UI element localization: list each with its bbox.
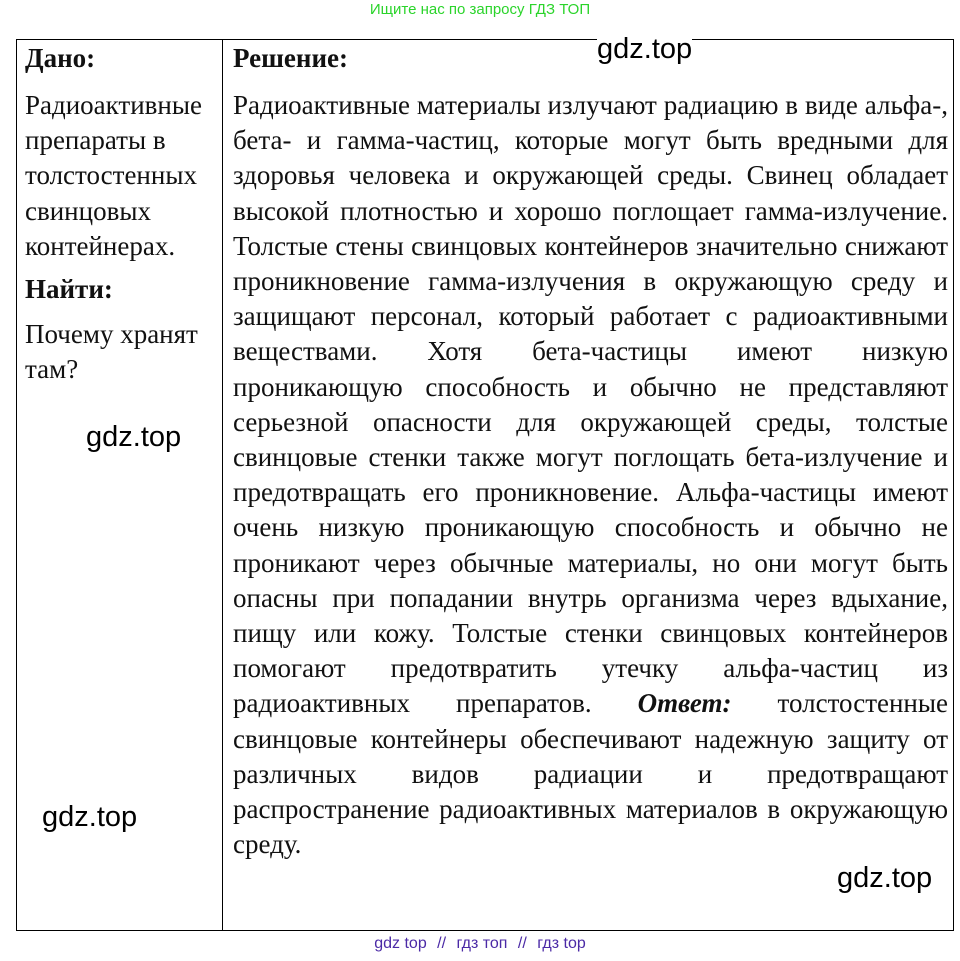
solution-text: Радиоактивные материалы излучают радиацию в виде альфа-, бета- и гамма-частиц, которые могут быть вредными для здоровья человека и окружающей среды. Свинец обладает высокой плотностью и хорошо поглощает гамма-излучение. Толстые стены свинцовых контейнеров значительно снижают проникновение гамма-излучения в окружающую среду и защищают персонал, который работает с радиоактивными веществами. Хотя бета-частицы имеют низкую проникающую способность и обычно не представляют серьезной опасности для окружающей среды, толстые свинцовые стенки также могут поглощать бета-излучение и предотвращать его проникновение. Альфа-частицы имеют очень низкую проникающую способность и обычно не проникают через обычные материалы, но они могут быть опасны при попадании внутрь организма через вдыхание, пищу или кожу. Толстые стенки свинцовых контейнеров помогают предотвратить утечку альфа-частиц из радиоактивных препаратов.	[233, 90, 948, 719]
watermark: gdz.top	[597, 33, 693, 65]
solution-column	[233, 41, 948, 862]
given-column	[25, 41, 217, 387]
find-text: Почему хранят там?	[25, 319, 198, 385]
solution-paragraph	[233, 88, 948, 862]
footer-item: гдз топ	[456, 935, 508, 952]
find-heading: Найти:	[25, 274, 113, 305]
column-divider	[222, 39, 223, 931]
solution-heading: Решение:	[233, 43, 348, 73]
footer-separator: //	[437, 935, 447, 952]
footer-item: gdz top	[374, 935, 427, 952]
watermark: gdz.top	[86, 421, 182, 453]
given-heading: Дано:	[25, 43, 96, 73]
watermark: gdz.top	[42, 801, 138, 833]
footer	[0, 935, 960, 953]
footer-separator: //	[517, 935, 527, 952]
answer-text: толстостенные свинцовые контейнеры обеспечивают надежную защиту от различных видов радиации и предотвращают распространение радиоактивных материалов в окружающую среду.	[233, 688, 948, 860]
top-banner: Ищите нас по запросу ГДЗ ТОП	[369, 1, 591, 18]
watermark: gdz.top	[837, 862, 933, 894]
footer-item: гдз top	[537, 935, 586, 952]
answer-label: Ответ:	[637, 688, 732, 719]
given-text: Радиоактивные препараты в толстостенных свинцовых контейнерах.	[25, 90, 203, 261]
